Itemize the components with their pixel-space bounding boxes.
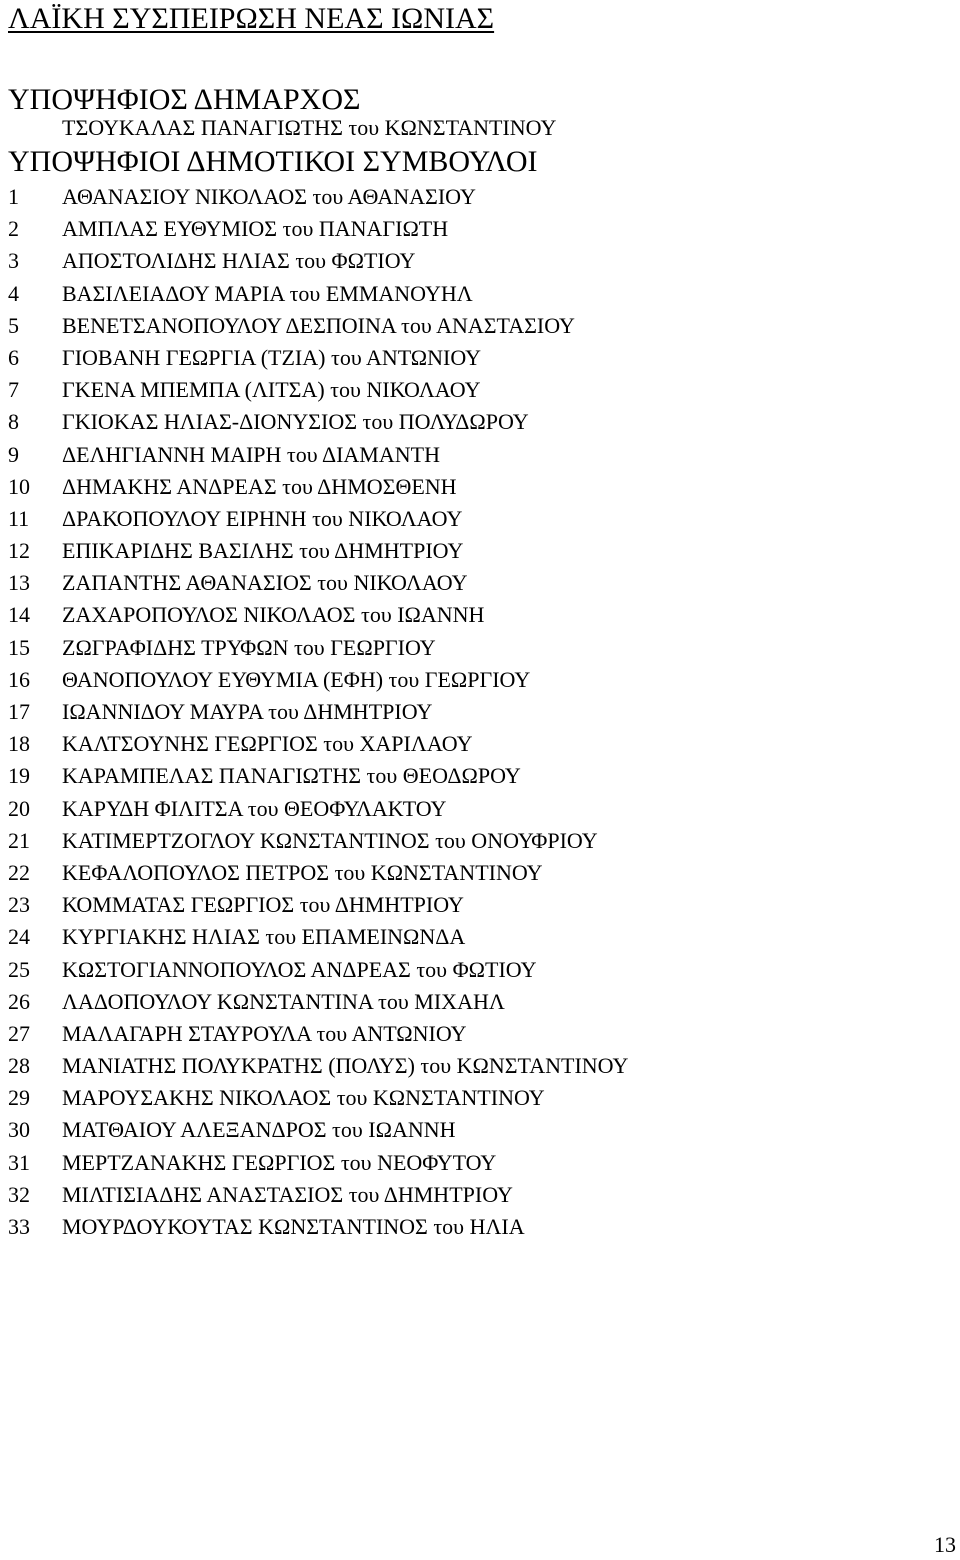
candidate-number: 19 [8,763,30,789]
candidate-name: ΜΑΡΟΥΣΑΚΗΣ ΝΙΚΟΛΑΟΣ του ΚΩΝΣΤΑΝΤΙΝΟΥ [62,1085,545,1111]
list-item [0,664,960,696]
candidate-name: ΔΡΑΚΟΠΟΥΛΟΥ ΕΙΡΗΝΗ του ΝΙΚΟΛΑΟΥ [62,505,463,531]
candidate-name: ΒΕΝΕΤΣΑΝΟΠΟΥΛΟΥ ΔΕΣΠΟΙΝΑ του ΑΝΑΣΤΑΣΙΟΥ [62,312,575,338]
list-item [0,921,960,953]
councillors-heading: ΥΠΟΨΗΦΙΟΙ ΔΗΜΟΤΙΚΟΙ ΣΥΜΒΟΥΛΟΙ [8,145,538,178]
candidate-number: 31 [8,1149,30,1175]
list-item [0,1082,960,1114]
candidate-number: 21 [8,827,30,853]
candidate-number: 28 [8,1053,30,1079]
candidate-name: ΖΑΠΑΝΤΗΣ ΑΘΑΝΑΣΙΟΣ του ΝΙΚΟΛΑΟΥ [62,570,468,596]
candidate-number: 1 [8,184,19,209]
candidate-number: 30 [8,1117,30,1143]
list-item [0,825,960,857]
list-item [0,889,960,921]
candidate-name: ΑΠΟΣΤΟΛΙΔΗΣ ΗΛΙΑΣ του ΦΩΤΙΟΥ [62,248,416,274]
candidate-number: 6 [8,344,19,370]
candidate-name: ΓΚΙΟΚΑΣ ΗΛΙΑΣ-ΔΙΟΝΥΣΙΟΣ του ΠΟΛΥΔΩΡΟΥ [62,409,529,435]
candidate-name: ΑΜΠΛΑΣ ΕΥΘΥΜΙΟΣ του ΠΑΝΑΓΙΩΤΗ [62,216,449,242]
councillor-candidate-list [0,181,960,1243]
page-number: 13 [934,1532,956,1557]
list-item [0,213,960,245]
candidate-name: ΜΑΛΑΓΑΡΗ ΣΤΑΥΡΟΥΛΑ του ΑΝΤΩΝΙΟΥ [62,1020,467,1046]
candidate-name: ΓΚΕΝΑ ΜΠΕΜΠΑ (ΛΙΤΣΑ) του ΝΙΚΟΛΑΟΥ [62,377,481,403]
candidate-number: 33 [8,1214,30,1239]
candidate-name: ΚΑΤΙΜΕΡΤΖΟΓΛΟΥ ΚΩΝΣΤΑΝΤΙΝΟΣ του ΟΝΟΥΦΡΙΟΥ [62,827,598,853]
candidate-number: 32 [8,1181,30,1207]
candidate-number: 13 [8,570,30,596]
candidate-name: ΚΟΜΜΑΤΑΣ ΓΕΩΡΓΙΟΣ του ΔΗΜΗΤΡΙΟΥ [62,892,464,918]
candidate-name: ΑΘΑΝΑΣΙΟΥ ΝΙΚΟΛΑΟΣ του ΑΘΑΝΑΣΙΟΥ [62,184,476,209]
list-item [0,1050,960,1082]
list-item [0,857,960,889]
candidate-number: 18 [8,731,30,757]
candidate-name: ΜΑΝΙΑΤΗΣ ΠΟΛΥΚΡΑΤΗΣ (ΠΟΛΥΣ) του ΚΩΝΣΤΑΝΤΙΝΟΥ [62,1053,629,1079]
candidate-name: ΔΕΛΗΓΙΑΝΝΗ ΜΑΙΡΗ του ΔΙΑΜΑΝΤΗ [62,441,440,467]
candidate-name: ΕΠΙΚΑΡΙΔΗΣ ΒΑΣΙΛΗΣ του ΔΗΜΗΤΡΙΟΥ [62,538,464,564]
candidate-number: 9 [8,441,19,467]
list-item [0,1179,960,1211]
list-item [0,599,960,631]
candidate-name: ΜΟΥΡΔΟΥΚΟΥΤΑΣ ΚΩΝΣΤΑΝΤΙΝΟΣ του ΗΛΙΑ [62,1214,525,1239]
candidate-name: ΚΕΦΑΛΟΠΟΥΛΟΣ ΠΕΤΡΟΣ του ΚΩΝΣΤΑΝΤΙΝΟΥ [62,859,543,885]
list-item [0,406,960,438]
list-item [0,342,960,374]
candidate-number: 27 [8,1020,30,1046]
list-item [0,954,960,986]
candidate-number: 3 [8,248,19,274]
candidate-number: 20 [8,795,30,821]
list-item [0,310,960,342]
document-title: ΛΑΪΚΗ ΣΥΣΠΕΙΡΩΣΗ ΝΕΑΣ ΙΩΝΙΑΣ [8,2,495,35]
list-item [0,793,960,825]
candidate-number: 24 [8,924,30,950]
candidate-name: ΘΑΝΟΠΟΥΛΟΥ ΕΥΘΥΜΙΑ (ΕΦΗ) του ΓΕΩΡΓΙΟΥ [62,666,531,692]
candidate-number: 17 [8,699,30,724]
mayor-heading: ΥΠΟΨΗΦΙΟΣ ΔΗΜΑΡΧΟΣ [8,83,361,116]
list-item [0,696,960,728]
list-item [0,535,960,567]
list-item [0,1114,960,1146]
list-item [0,760,960,792]
candidate-number: 7 [8,377,19,403]
candidate-name: ΖΑΧΑΡΟΠΟΥΛΟΣ ΝΙΚΟΛΑΟΣ του ΙΩΑΝΝΗ [62,602,485,628]
candidate-name: ΚΑΡΑΜΠΕΛΑΣ ΠΑΝΑΓΙΩΤΗΣ του ΘΕΟΔΩΡΟΥ [62,763,521,789]
candidate-name: ΚΥΡΓΙΑΚΗΣ ΗΛΙΑΣ του ΕΠΑΜΕΙΝΩΝΔΑ [62,924,466,950]
candidate-name: ΛΑΔΟΠΟΥΛΟΥ ΚΩΝΣΤΑΝΤΙΝΑ του ΜΙΧΑΗΛ [62,988,505,1014]
candidate-number: 15 [8,634,30,660]
candidate-number: 16 [8,666,30,692]
candidate-number: 25 [8,956,30,982]
candidate-name: ΜΑΤΘΑΙΟΥ ΑΛΕΞΑΝΔΡΟΣ του ΙΩΑΝΝΗ [62,1117,456,1143]
list-item [0,181,960,213]
candidate-name: ΔΗΜΑΚΗΣ ΑΝΔΡΕΑΣ του ΔΗΜΟΣΘΕΝΗ [62,473,457,499]
list-item [0,245,960,277]
candidate-number: 4 [8,280,19,306]
list-item [0,728,960,760]
candidate-name: ΖΩΓΡΑΦΙΔΗΣ ΤΡΥΦΩΝ του ΓΕΩΡΓΙΟΥ [62,634,436,660]
list-item [0,278,960,310]
candidate-number: 23 [8,892,30,918]
candidate-name: ΜΕΡΤΖΑΝΑΚΗΣ ΓΕΩΡΓΙΟΣ του ΝΕΟΦΥΤΟΥ [62,1149,497,1175]
list-item [0,632,960,664]
list-item [0,986,960,1018]
list-item [0,503,960,535]
list-item [0,374,960,406]
candidate-number: 12 [8,538,30,564]
candidate-number: 11 [8,505,30,531]
candidate-number: 22 [8,859,30,885]
candidate-number: 5 [8,312,19,338]
candidate-name: ΚΩΣΤΟΓΙΑΝΝΟΠΟΥΛΟΣ ΑΝΔΡΕΑΣ του ΦΩΤΙΟΥ [62,956,537,982]
candidate-number: 26 [8,988,30,1014]
candidate-number: 2 [8,216,19,242]
list-item [0,471,960,503]
candidate-name: ΚΑΛΤΣΟΥΝΗΣ ΓΕΩΡΓΙΟΣ του ΧΑΡΙΛΑΟΥ [62,731,473,757]
list-item [0,1018,960,1050]
list-item [0,1211,960,1243]
candidate-name: ΓΙΟΒΑΝΗ ΓΕΩΡΓΙΑ (ΤΖΙΑ) του ΑΝΤΩΝΙΟΥ [62,344,482,370]
candidate-number: 29 [8,1085,30,1111]
list-item [0,1147,960,1179]
candidate-name: ΒΑΣΙΛΕΙΑΔΟΥ ΜΑΡΙΑ του ΕΜΜΑΝΟΥΗΛ [62,280,473,306]
mayor-candidate-name: ΤΣΟΥΚΑΛΑΣ ΠΑΝΑΓΙΩΤΗΣ του ΚΩΝΣΤΑΝΤΙΝΟΥ [62,115,557,140]
candidate-name: ΙΩΑΝΝΙΔΟΥ ΜΑΥΡΑ του ΔΗΜΗΤΡΙΟΥ [62,699,433,724]
list-item [0,439,960,471]
candidate-name: ΚΑΡΥΔΗ ΦΙΛΙΤΣΑ του ΘΕΟΦΥΛΑΚΤΟΥ [62,795,447,821]
list-item [0,567,960,599]
candidate-name: ΜΙΛΤΙΣΙΑΔΗΣ ΑΝΑΣΤΑΣΙΟΣ του ΔΗΜΗΤΡΙΟΥ [62,1181,513,1207]
candidate-number: 8 [8,409,19,435]
candidate-number: 10 [8,473,30,499]
candidate-number: 14 [8,602,30,628]
